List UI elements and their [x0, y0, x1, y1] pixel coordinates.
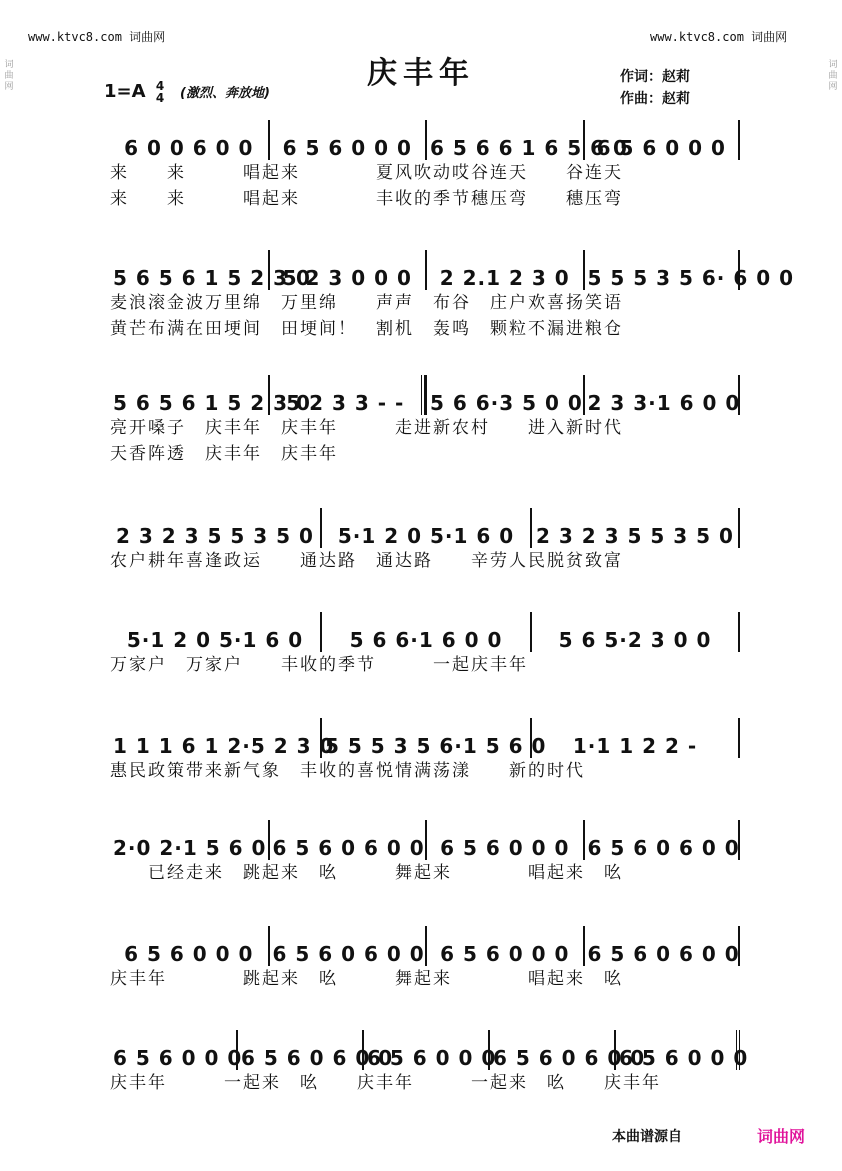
- measure: [583, 926, 741, 966]
- notes-row: [110, 820, 740, 860]
- song-title: 庆丰年: [367, 56, 475, 91]
- measure: [425, 120, 628, 160]
- score-system: [110, 250, 795, 342]
- measure: [110, 120, 268, 160]
- measure: [488, 1030, 646, 1070]
- measure: [320, 612, 530, 652]
- measure-notes: 6 5 6 0 0 0: [619, 1046, 749, 1070]
- measure: [583, 375, 741, 415]
- composer-credit: 作曲：赵莉: [620, 91, 690, 107]
- measure: [425, 250, 583, 290]
- measure: [110, 612, 320, 652]
- score-system: [110, 508, 740, 574]
- measure-notes: 5·1 2 0 5·1 6 0: [126, 628, 304, 652]
- score-system: [110, 120, 740, 212]
- measure-notes: 1·1 1 2 2 -: [572, 734, 698, 758]
- score-system: [110, 718, 740, 784]
- measure-notes: 6 5 6 6 1 6 5 6 0: [430, 136, 628, 160]
- measure-notes: 6 5 6 0 6 0 0: [272, 836, 425, 860]
- measure-notes: 6 5 6 0 6 0 0: [241, 1046, 394, 1070]
- notes-row: [110, 120, 740, 160]
- measure: [268, 250, 426, 290]
- measure-notes: 2 3 3·1 6 0 0: [587, 391, 741, 415]
- measure: [110, 1030, 243, 1070]
- measure-notes: 6 5 6 0 6 0 0: [587, 942, 740, 966]
- measure: [268, 375, 426, 415]
- lyricist-credit: 作词：赵莉: [620, 69, 690, 85]
- notes-row: [110, 508, 740, 548]
- measure-notes: 6 5 6 0 0 0: [367, 1046, 497, 1070]
- time-signature: [156, 80, 164, 104]
- score-system: [110, 612, 740, 678]
- notes-row: [110, 250, 795, 290]
- measure-notes: 2 3 2 3 5 5 3 5 0: [116, 524, 314, 548]
- measure: [268, 120, 426, 160]
- measure-notes: 2 2.1 2 3 0: [439, 266, 570, 290]
- notes-row: [110, 612, 740, 652]
- measure: [583, 250, 795, 290]
- notes-row: [110, 1030, 749, 1070]
- lyric-line: 庆丰年 跳起来 吆 舞起来 唱起来 吆: [110, 969, 623, 989]
- measure-notes: 6 5 6 0 0 0: [440, 942, 570, 966]
- measure: [583, 820, 741, 860]
- measure-notes: 6 5 6 0 0 0: [440, 836, 570, 860]
- measure: [614, 1030, 749, 1070]
- measure-notes: 6 5 6 0 6 0 0: [493, 1046, 646, 1070]
- measure-notes: 5 6 6·3 5 0 0: [430, 391, 583, 415]
- watermark-strip-right: [826, 0, 840, 1171]
- site-url-left[interactable]: www.ktvc8.com 词曲网: [28, 30, 166, 44]
- lyric-line: 黄芒布满在田埂间 田埂间！ 割机 轰鸣 颗粒不漏进粮仓: [110, 319, 623, 339]
- measure-notes: 6 5 6 0 0 0: [113, 1046, 243, 1070]
- measure: [583, 120, 741, 160]
- measure: [268, 820, 426, 860]
- notes-row: [110, 375, 740, 415]
- measure: [362, 1030, 497, 1070]
- measure: [320, 718, 547, 758]
- measure: [530, 508, 740, 548]
- measure-notes: 5 6 5 6 1 5 2 3 0: [113, 391, 311, 415]
- measure-notes: 6 0 0 6 0 0: [124, 136, 254, 160]
- measure-notes: 5 6 5·2 3 0 0: [558, 628, 712, 652]
- measure: [268, 926, 426, 966]
- lyric-line: 麦浪滚金波万里绵 万里绵 声声 布谷 庄户欢喜扬笑语: [110, 293, 623, 313]
- watermark-text: 词曲网: [828, 60, 838, 92]
- lyric-line: 天香阵透 庆丰年 庆丰年: [110, 444, 338, 464]
- time-bottom: 4: [155, 91, 165, 105]
- measure-notes: 5 6 5 6 1 5 2 3 0: [113, 266, 311, 290]
- measure-notes: 5·1 2 0 5·1 6 0: [337, 524, 515, 548]
- tempo-marking: (激烈、奔放地): [180, 86, 270, 101]
- measure-notes: 5 6 6·1 6 0 0: [349, 628, 503, 652]
- measure: [110, 926, 268, 966]
- score-system: [110, 820, 740, 886]
- watermark-text: 词曲网: [4, 60, 14, 92]
- measure-notes: 6 5 6 0 0 0: [596, 136, 726, 160]
- measure-notes: 1 1 1 6 1 2·5 2 3 0: [113, 734, 335, 758]
- measure-notes: 2 3 2 3 5 5 3 5 0: [536, 524, 734, 548]
- watermark-strip-left: [2, 0, 16, 1171]
- measure: [236, 1030, 394, 1070]
- lyric-line: 来 来 唱起来 夏风吹动哎谷连天 谷连天: [110, 163, 623, 183]
- score-system: [110, 926, 740, 992]
- score-system: [110, 1030, 749, 1096]
- key-text: 1=A: [104, 81, 146, 102]
- measure-notes: 5 5 5 3 5 6·1 5 6 0: [325, 734, 547, 758]
- measure: [320, 508, 530, 548]
- measure-notes: 5 2 3 3 - -: [286, 391, 405, 415]
- measure-notes: 5 5 5 3 5 6· 6 0 0: [587, 266, 795, 290]
- lyric-line: 庆丰年 一起来 吆 庆丰年 一起来 吆 庆丰年: [110, 1073, 661, 1093]
- measure: [530, 718, 740, 758]
- notes-row: [110, 926, 740, 966]
- notes-row: [110, 718, 740, 758]
- lyric-line: 已经走来 跳起来 吆 舞起来 唱起来 吆: [110, 863, 623, 883]
- key-signature: [104, 80, 164, 104]
- measure: [110, 718, 335, 758]
- measure-notes: 6 5 6 0 6 0 0: [587, 836, 740, 860]
- measure: [110, 820, 268, 860]
- measure-notes: 6 5 6 0 0 0: [282, 136, 412, 160]
- measure-notes: 6 5 6 0 6 0 0: [272, 942, 425, 966]
- lyric-line: 亮开嗓子 庆丰年 庆丰年 走进新农村 进入新时代: [110, 418, 623, 438]
- footer-brand[interactable]: 词曲网: [757, 1127, 806, 1146]
- measure: [110, 375, 311, 415]
- measure-notes: 5 2 3 0 0 0: [282, 266, 412, 290]
- measure: [110, 508, 320, 548]
- measure: [530, 612, 740, 652]
- lyric-line: 来 来 唱起来 丰收的季节穗压弯 穗压弯: [110, 189, 623, 209]
- lyric-line: 惠民政策带来新气象 丰收的喜悦情满荡漾 新的时代: [110, 761, 585, 781]
- measure: [425, 375, 583, 415]
- lyric-line: 万家户 万家户 丰收的季节 一起庆丰年: [110, 655, 528, 675]
- measure-notes: 2·0 2·1 5 6 0: [113, 836, 267, 860]
- footer-source: 本曲谱源自: [612, 1129, 682, 1145]
- measure: [425, 820, 583, 860]
- measure-notes: 6 5 6 0 0 0: [124, 942, 254, 966]
- time-top: 4: [155, 79, 165, 93]
- site-url-right[interactable]: www.ktvc8.com 词曲网: [650, 30, 788, 44]
- measure: [425, 926, 583, 966]
- measure: [110, 250, 311, 290]
- lyric-line: 农户耕年喜逢政运 通达路 通达路 辛劳人民脱贫致富: [110, 551, 623, 571]
- score-system: [110, 375, 740, 467]
